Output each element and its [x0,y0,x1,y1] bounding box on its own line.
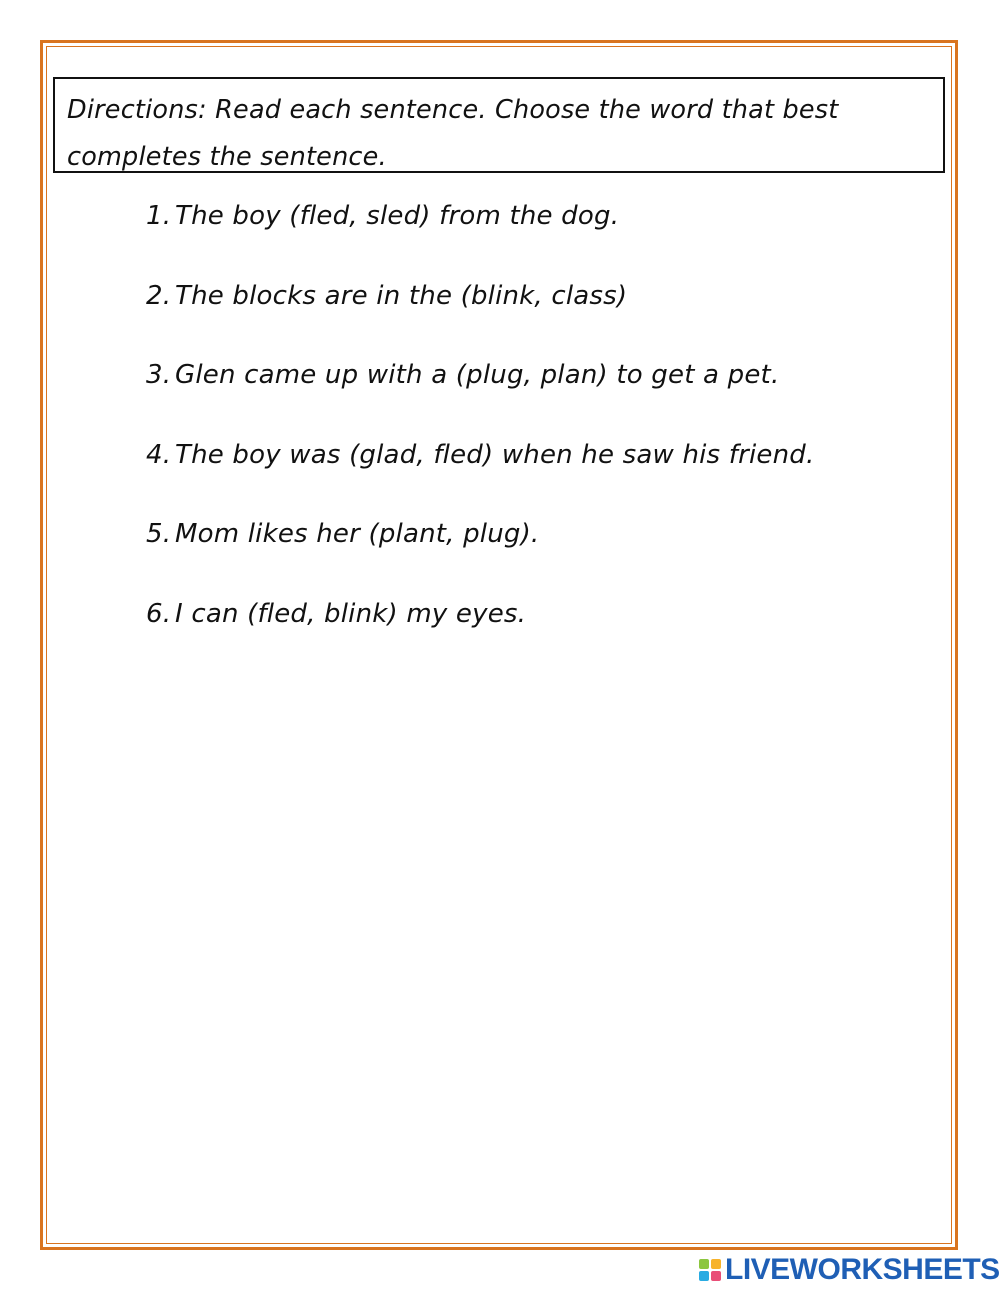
directions-line-2: completes the sentence. [67,142,387,172]
question-number: 3. [146,360,172,390]
question-number: 2. [146,280,172,311]
question-text: The boy was (glad, fled) when he saw his friend. [175,439,815,470]
question-list [146,196,814,673]
question-text: Glen came up with a (plug, plan) to get a pet. [175,360,780,390]
liveworksheets-logo[interactable] [699,1254,1000,1286]
directions-line-1: Directions: Read each sentence. Choose the word that best [67,95,839,125]
question-number: 5. [146,519,172,549]
logo-block-yellow [711,1259,721,1269]
logo-block-pink [711,1271,721,1281]
question-1[interactable] [146,196,814,236]
question-5[interactable] [146,514,814,554]
question-3[interactable] [146,355,814,395]
question-number: 1. [146,201,172,231]
question-number: 6. [146,598,172,629]
logo-text: LIVEWORKSHEETS [725,1253,1000,1286]
liveworksheets-logo-icon [699,1259,721,1281]
question-number: 4. [146,439,172,470]
question-2[interactable] [146,276,814,316]
question-text: The boy (fled, sled) from the dog. [175,201,620,231]
question-text: I can (fled, blink) my eyes. [175,598,527,629]
logo-block-green [699,1259,709,1269]
question-text: Mom likes her (plant, plug). [175,519,540,549]
logo-block-blue [699,1271,709,1281]
question-4[interactable] [146,435,814,475]
question-text: The blocks are in the (blink, class) [175,280,628,311]
question-6[interactable] [146,594,814,634]
directions-box [53,77,945,173]
